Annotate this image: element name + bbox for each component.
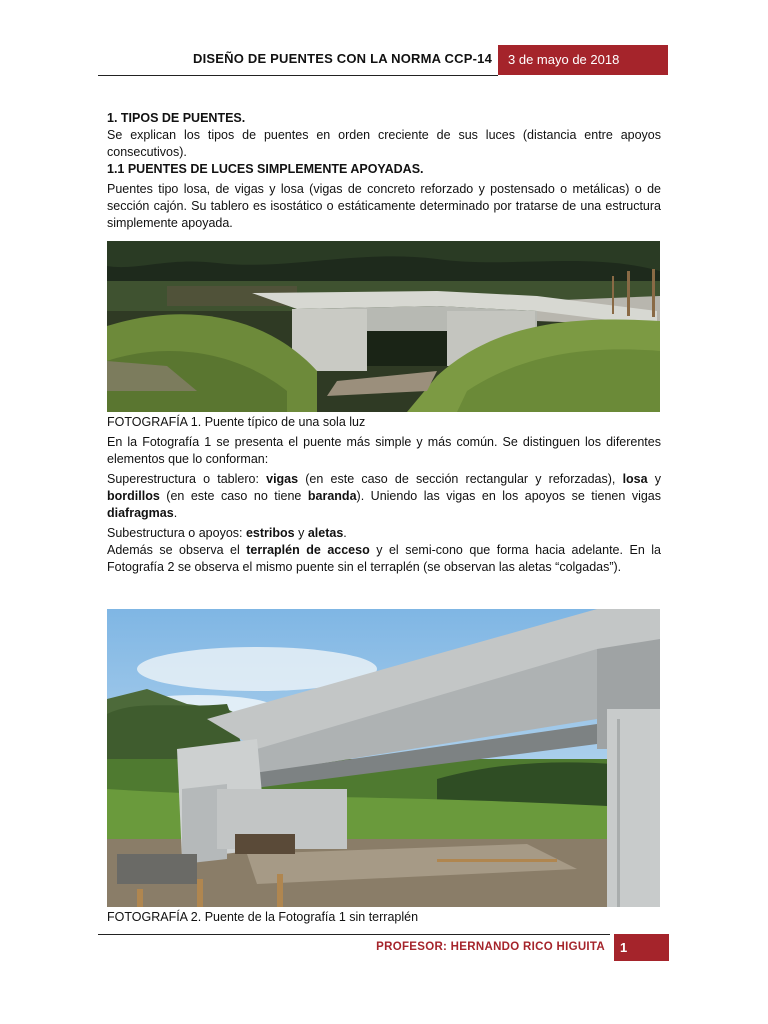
- page-number-badge: 1: [614, 934, 669, 961]
- paragraph-photo-1-description: En la Fotografía 1 se presenta el puente más simple y más común. Se distinguen los diferentes elementos que lo conforman:: [107, 435, 661, 466]
- term-diafragmas: diafragmas: [107, 506, 174, 520]
- header-date-badge: 3 de mayo de 2018: [498, 45, 668, 75]
- photo-1-caption: FOTOGRAFÍA 1. Puente típico de una sola luz: [107, 415, 366, 429]
- superstructure-text-2: (en este caso de sección rectangular y reforzadas),: [298, 472, 623, 486]
- term-losa: losa: [622, 472, 648, 486]
- section-block: [107, 110, 661, 232]
- header-divider: [98, 75, 498, 76]
- photo-1-bridge-with-embankment: [107, 241, 660, 412]
- paragraph-substructure: [107, 525, 661, 542]
- substructure-text-3: .: [343, 526, 347, 540]
- term-terraplen: terraplén de acceso: [246, 543, 370, 557]
- document-title: DISEÑO DE PUENTES CON LA NORMA CCP-14: [193, 51, 492, 66]
- subsection-heading: 1.1 PUENTES DE LUCES SIMPLEMENTE APOYADAS.: [107, 162, 424, 176]
- substructure-text-1: Subestructura o apoyos:: [107, 526, 246, 540]
- paragraph-superstructure: [107, 471, 661, 522]
- term-baranda: baranda: [307, 489, 357, 503]
- term-aletas: aletas: [307, 526, 344, 540]
- paragraph-embankment: [107, 542, 661, 576]
- footer-professor: PROFESOR: HERNANDO RICO HIGUITA: [376, 941, 605, 953]
- substructure-text-2: y: [294, 526, 308, 540]
- superstructure-text-1: Superestructura o tablero:: [107, 472, 267, 486]
- term-estribos: estribos: [245, 526, 295, 540]
- photo-2-caption: FOTOGRAFÍA 2. Puente de la Fotografía 1 sin terraplén: [107, 910, 419, 924]
- embankment-text-1: Además se observa el: [107, 543, 247, 557]
- section-intro: Se explican los tipos de puentes en orden creciente de sus luces (distancia entre apoyos consecutivos).: [107, 128, 661, 159]
- embankment-text-2: y el semi-cono que forma hacia adelante. En la Fotografía 2 se observa el mismo puente sin el terraplén (se observan las aletas “colgadas”).: [107, 543, 661, 574]
- superstructure-text-5: ). Uniendo las vigas en los apoyos se tienen vigas: [356, 489, 662, 503]
- footer-divider: [98, 934, 610, 935]
- superstructure-text-4: (en este caso no tiene: [159, 489, 308, 503]
- section-heading: 1. TIPOS DE PUENTES.: [107, 111, 246, 125]
- superstructure-text-6: .: [173, 506, 178, 520]
- description-block: [107, 434, 661, 576]
- paragraph-bridge-types: Puentes tipo losa, de vigas y losa (vigas de concreto reforzado y postensado o metálicas) o de sección cajón. Su tablero es isostático o estáticamente determinado por tratarse de una estructura simplemente apoyada.: [107, 182, 661, 230]
- photo-2-bridge-without-embankment: [107, 609, 660, 907]
- superstructure-text-3: y: [647, 472, 662, 486]
- term-bordillos: bordillos: [107, 489, 160, 503]
- term-vigas: vigas: [266, 472, 299, 486]
